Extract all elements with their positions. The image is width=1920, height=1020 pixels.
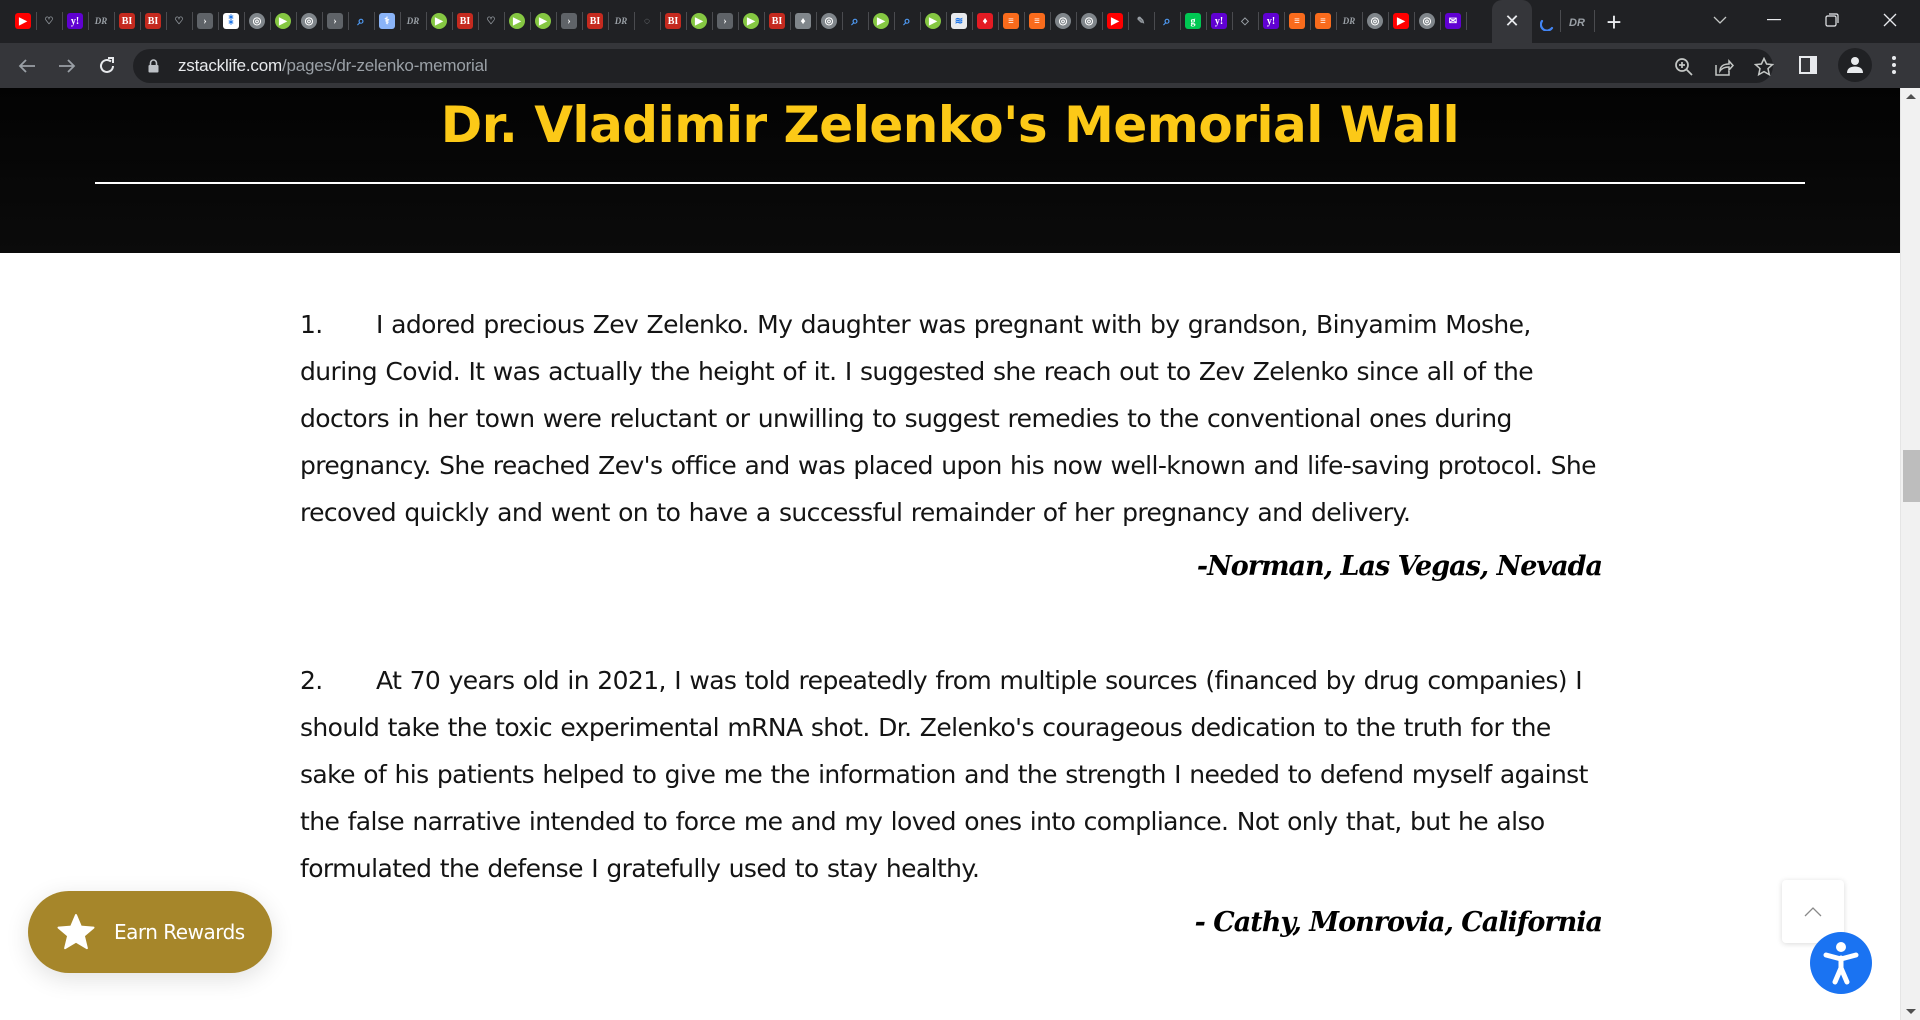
reload-button[interactable]	[92, 51, 122, 81]
dr-icon: DR	[406, 16, 420, 26]
globe-icon: ◎	[249, 13, 265, 29]
browser-toolbar	[0, 43, 1920, 88]
earn-rewards-button[interactable]	[28, 891, 272, 973]
back-arrow-icon	[18, 58, 36, 74]
memorial-header	[0, 88, 1900, 253]
browser-tab[interactable]	[1102, 8, 1128, 34]
browser-tab[interactable]	[686, 8, 712, 34]
rumble-icon: ▶	[873, 13, 889, 29]
globe-icon: ◎	[301, 13, 317, 29]
g-icon: g	[1185, 13, 1201, 29]
browser-tab[interactable]	[530, 8, 556, 34]
minimize-button[interactable]	[1744, 0, 1804, 40]
browser-tab[interactable]	[998, 8, 1024, 34]
entry-signature: -Norman, Las Vegas, Nevada	[1196, 551, 1602, 582]
bookmark-icon: ≡	[1003, 13, 1019, 29]
browser-tab[interactable]	[192, 8, 218, 34]
address-bar[interactable]	[133, 49, 1773, 83]
share-button[interactable]	[1712, 55, 1736, 79]
browser-tab[interactable]	[790, 8, 816, 34]
person-icon	[1846, 56, 1864, 74]
rumble-icon: ▶	[431, 13, 447, 29]
scrollbar-thumb[interactable]	[1903, 450, 1920, 502]
bi-icon: BI	[119, 13, 135, 29]
browser-tab[interactable]	[1440, 8, 1466, 34]
browser-tab[interactable]	[1024, 8, 1050, 34]
bi-icon: BI	[457, 13, 473, 29]
search-icon: ⌕	[357, 13, 365, 28]
teal-logo-icon: ✎	[1136, 15, 1146, 27]
browser-tab[interactable]	[816, 8, 842, 34]
dr-icon: DR	[94, 16, 108, 26]
close-tab-icon[interactable]: ✕	[1504, 11, 1520, 31]
mail-icon: ✉	[1445, 13, 1461, 29]
medical-icon: ⚕	[379, 13, 395, 29]
bi-icon: BI	[769, 13, 785, 29]
bookmark-icon: ≡	[1029, 13, 1045, 29]
browser-tab[interactable]	[764, 8, 790, 34]
rumble-icon: ▶	[743, 13, 759, 29]
search-icon: ⌕	[903, 13, 911, 28]
tab-divider	[1594, 10, 1595, 32]
browser-tab[interactable]	[426, 8, 452, 34]
heart-monitor-icon: ♡	[174, 15, 184, 27]
browser-tab[interactable]	[1050, 8, 1076, 34]
browser-tab[interactable]	[1206, 8, 1232, 34]
browser-tab[interactable]	[1310, 8, 1336, 34]
torch-icon: ♦	[795, 13, 811, 29]
restore-icon	[1825, 13, 1839, 27]
title-divider	[95, 182, 1805, 184]
accessibility-icon	[1823, 941, 1859, 985]
dr-icon: DR	[1569, 17, 1585, 29]
torch-icon: ♦	[977, 13, 993, 29]
loading-spinner-icon	[1540, 15, 1556, 31]
arrow-tab-icon: ›	[561, 13, 577, 29]
browser-tab[interactable]	[218, 8, 244, 34]
browser-tab[interactable]	[920, 8, 946, 34]
arrow-tab-icon: ›	[197, 13, 213, 29]
browser-tab[interactable]	[166, 8, 192, 34]
rumble-icon: ▶	[535, 13, 551, 29]
browser-tab[interactable]	[374, 8, 400, 34]
browser-tab[interactable]	[556, 8, 582, 34]
browser-tab[interactable]	[738, 8, 764, 34]
forward-button[interactable]	[52, 51, 82, 81]
back-button[interactable]	[12, 51, 42, 81]
chevron-up-icon	[1804, 907, 1822, 917]
browser-tab[interactable]	[1362, 8, 1388, 34]
youtube-icon: ▶	[15, 13, 31, 29]
globe-icon: ◎	[1367, 13, 1383, 29]
browser-tab[interactable]	[1154, 8, 1180, 34]
globe-icon: ◎	[821, 13, 837, 29]
browser-tab[interactable]	[1258, 8, 1284, 34]
zoom-indicator-button[interactable]	[1672, 55, 1696, 79]
arrow-tab-icon: ›	[327, 13, 343, 29]
heart-monitor-icon: ♡	[486, 15, 496, 27]
browser-tab[interactable]	[1076, 8, 1102, 34]
globe-icon: ◎	[1419, 13, 1435, 29]
browser-tab[interactable]	[452, 8, 478, 34]
bookmark-icon: ≡	[1289, 13, 1305, 29]
tab-list	[10, 8, 1466, 34]
tab-search-button[interactable]	[1690, 0, 1750, 40]
page-title: Dr. Vladimir Zelenko's Memorial Wall	[440, 96, 1460, 154]
globe-icon: ◎	[1081, 13, 1097, 29]
tab-loading[interactable]	[1535, 10, 1561, 36]
bookmark-icon: ≡	[1315, 13, 1331, 29]
youtube-icon: ▶	[1393, 13, 1409, 29]
spiral-icon: ◌	[644, 15, 650, 27]
browser-tab[interactable]	[634, 8, 660, 34]
page-viewport	[0, 88, 1900, 1020]
tab-dr[interactable]	[1564, 10, 1590, 36]
diamond-icon: ◇	[1241, 15, 1249, 27]
star-outline-icon	[1754, 57, 1774, 77]
minimize-icon	[1767, 19, 1781, 21]
globe-icon: ◎	[1055, 13, 1071, 29]
entry-signature: - Cathy, Monrovia, California	[1194, 907, 1602, 938]
yahoo-icon: y!	[1211, 13, 1227, 29]
yahoo-icon: y!	[1263, 13, 1279, 29]
browser-tab[interactable]	[1284, 8, 1310, 34]
browser-tab[interactable]	[348, 8, 374, 34]
browser-tab[interactable]	[1414, 8, 1440, 34]
dr-icon: DR	[614, 16, 628, 26]
browser-tab[interactable]	[1180, 8, 1206, 34]
entry-number: 2.	[300, 666, 323, 695]
accessibility-button[interactable]	[1810, 932, 1872, 994]
bi-icon: BI	[665, 13, 681, 29]
yahoo-icon: y!	[67, 13, 83, 29]
news-icon: ≋	[951, 13, 967, 29]
restore-button[interactable]	[1802, 0, 1862, 40]
browser-tab[interactable]	[36, 8, 62, 34]
browser-tab[interactable]	[712, 8, 738, 34]
earn-rewards-label: Earn Rewards	[114, 920, 245, 944]
arrow-tab-icon: ›	[717, 13, 733, 29]
browser-tab[interactable]	[88, 8, 114, 34]
browser-tab[interactable]	[504, 8, 530, 34]
browser-tab[interactable]	[894, 8, 920, 34]
star-icon	[56, 912, 96, 952]
url-path: /pages/dr-zelenko-memorial	[281, 56, 488, 75]
close-window-button[interactable]	[1860, 0, 1920, 40]
browser-tab[interactable]	[296, 8, 322, 34]
entry-body: I adored precious Zev Zelenko. My daughter was pregnant with by grandson, Binyamim Moshe, during Covid. It was actually the height of it. I suggested she reach out to Zev Zelenko since all of the doctors in her town were reluctant or unwilling to suggest remedies to the conventional ones during pregnancy. She reached Zev's office and was placed upon his now well-known and life-saving protocol. She recoved quickly and went on to have a successful remainder of her pregnancy and delivery.	[300, 310, 1596, 527]
entry-body: At 70 years old in 2021, I was told repeatedly from multiple sources (financed by drug companies) I should take the toxic experimental mRNA shot. Dr. Zelenko's courageous dedication to the truth for the sake of his patients helped to give me the information and the strength I needed to defend myself against the false narrative intended to force me and my loved ones into compliance. Not only that, but he also formulated the defense I gratefully used to stay healthy.	[300, 666, 1588, 883]
side-panel-icon	[1799, 56, 1817, 74]
browser-tab[interactable]	[1388, 8, 1414, 34]
active-tab[interactable]	[1492, 0, 1532, 43]
youtube-icon: ▶	[1107, 13, 1123, 29]
browser-tab[interactable]	[842, 8, 868, 34]
heart-monitor-icon: ♡	[44, 15, 54, 27]
bookmark-star-button[interactable]	[1752, 55, 1776, 79]
rumble-icon: ▶	[509, 13, 525, 29]
browser-tab[interactable]	[270, 8, 296, 34]
side-panel-button[interactable]	[1794, 51, 1822, 79]
search-icon: ⌕	[851, 13, 859, 28]
profile-button[interactable]	[1838, 48, 1872, 82]
tab-strip	[0, 0, 1920, 43]
memorial-entry-text	[300, 301, 1610, 536]
lock-icon[interactable]	[148, 59, 159, 73]
entry-number: 1.	[300, 310, 323, 339]
browser-tab[interactable]	[400, 8, 426, 34]
browser-tab[interactable]	[868, 8, 894, 34]
browser-tab[interactable]	[972, 8, 998, 34]
scroll-up-arrow-icon[interactable]	[1906, 94, 1916, 99]
browser-tab[interactable]	[244, 8, 270, 34]
browser-tab[interactable]	[1232, 8, 1258, 34]
close-icon	[1883, 13, 1897, 27]
browser-tab[interactable]	[114, 8, 140, 34]
url-text[interactable]	[178, 56, 487, 76]
tab-divider	[1560, 10, 1561, 32]
rumble-icon: ▶	[275, 13, 291, 29]
browser-tab[interactable]	[140, 8, 166, 34]
reload-icon	[98, 57, 116, 75]
bi-icon: BI	[587, 13, 603, 29]
browser-tab[interactable]	[660, 8, 686, 34]
browser-tab[interactable]	[1336, 8, 1362, 34]
molecule-icon: ⁑	[223, 13, 239, 29]
browser-tab[interactable]	[1128, 8, 1154, 34]
browser-tab[interactable]	[10, 8, 36, 34]
new-tab-button[interactable]	[1600, 8, 1628, 36]
browser-tab[interactable]	[322, 8, 348, 34]
browser-tab[interactable]	[582, 8, 608, 34]
page-scrollbar[interactable]	[1900, 88, 1920, 1020]
zoom-in-icon	[1674, 57, 1694, 77]
url-host: zstacklife.com	[178, 56, 282, 75]
scroll-down-arrow-icon[interactable]	[1906, 1009, 1916, 1014]
memorial-entry-text	[300, 657, 1610, 892]
browser-tab[interactable]	[62, 8, 88, 34]
browser-menu-button[interactable]	[1880, 51, 1908, 79]
kebab-menu-icon	[1892, 56, 1896, 74]
share-icon	[1714, 58, 1734, 76]
rumble-icon: ▶	[691, 13, 707, 29]
rumble-icon: ▶	[925, 13, 941, 29]
bi-icon: BI	[145, 13, 161, 29]
forward-arrow-icon	[58, 58, 76, 74]
browser-tab[interactable]	[946, 8, 972, 34]
dr-icon: DR	[1342, 16, 1356, 26]
browser-tab[interactable]	[478, 8, 504, 34]
chevron-down-icon	[1713, 16, 1727, 24]
plus-icon: +	[1606, 7, 1622, 37]
browser-tab[interactable]	[608, 8, 634, 34]
search-icon: ⌕	[1163, 13, 1171, 28]
